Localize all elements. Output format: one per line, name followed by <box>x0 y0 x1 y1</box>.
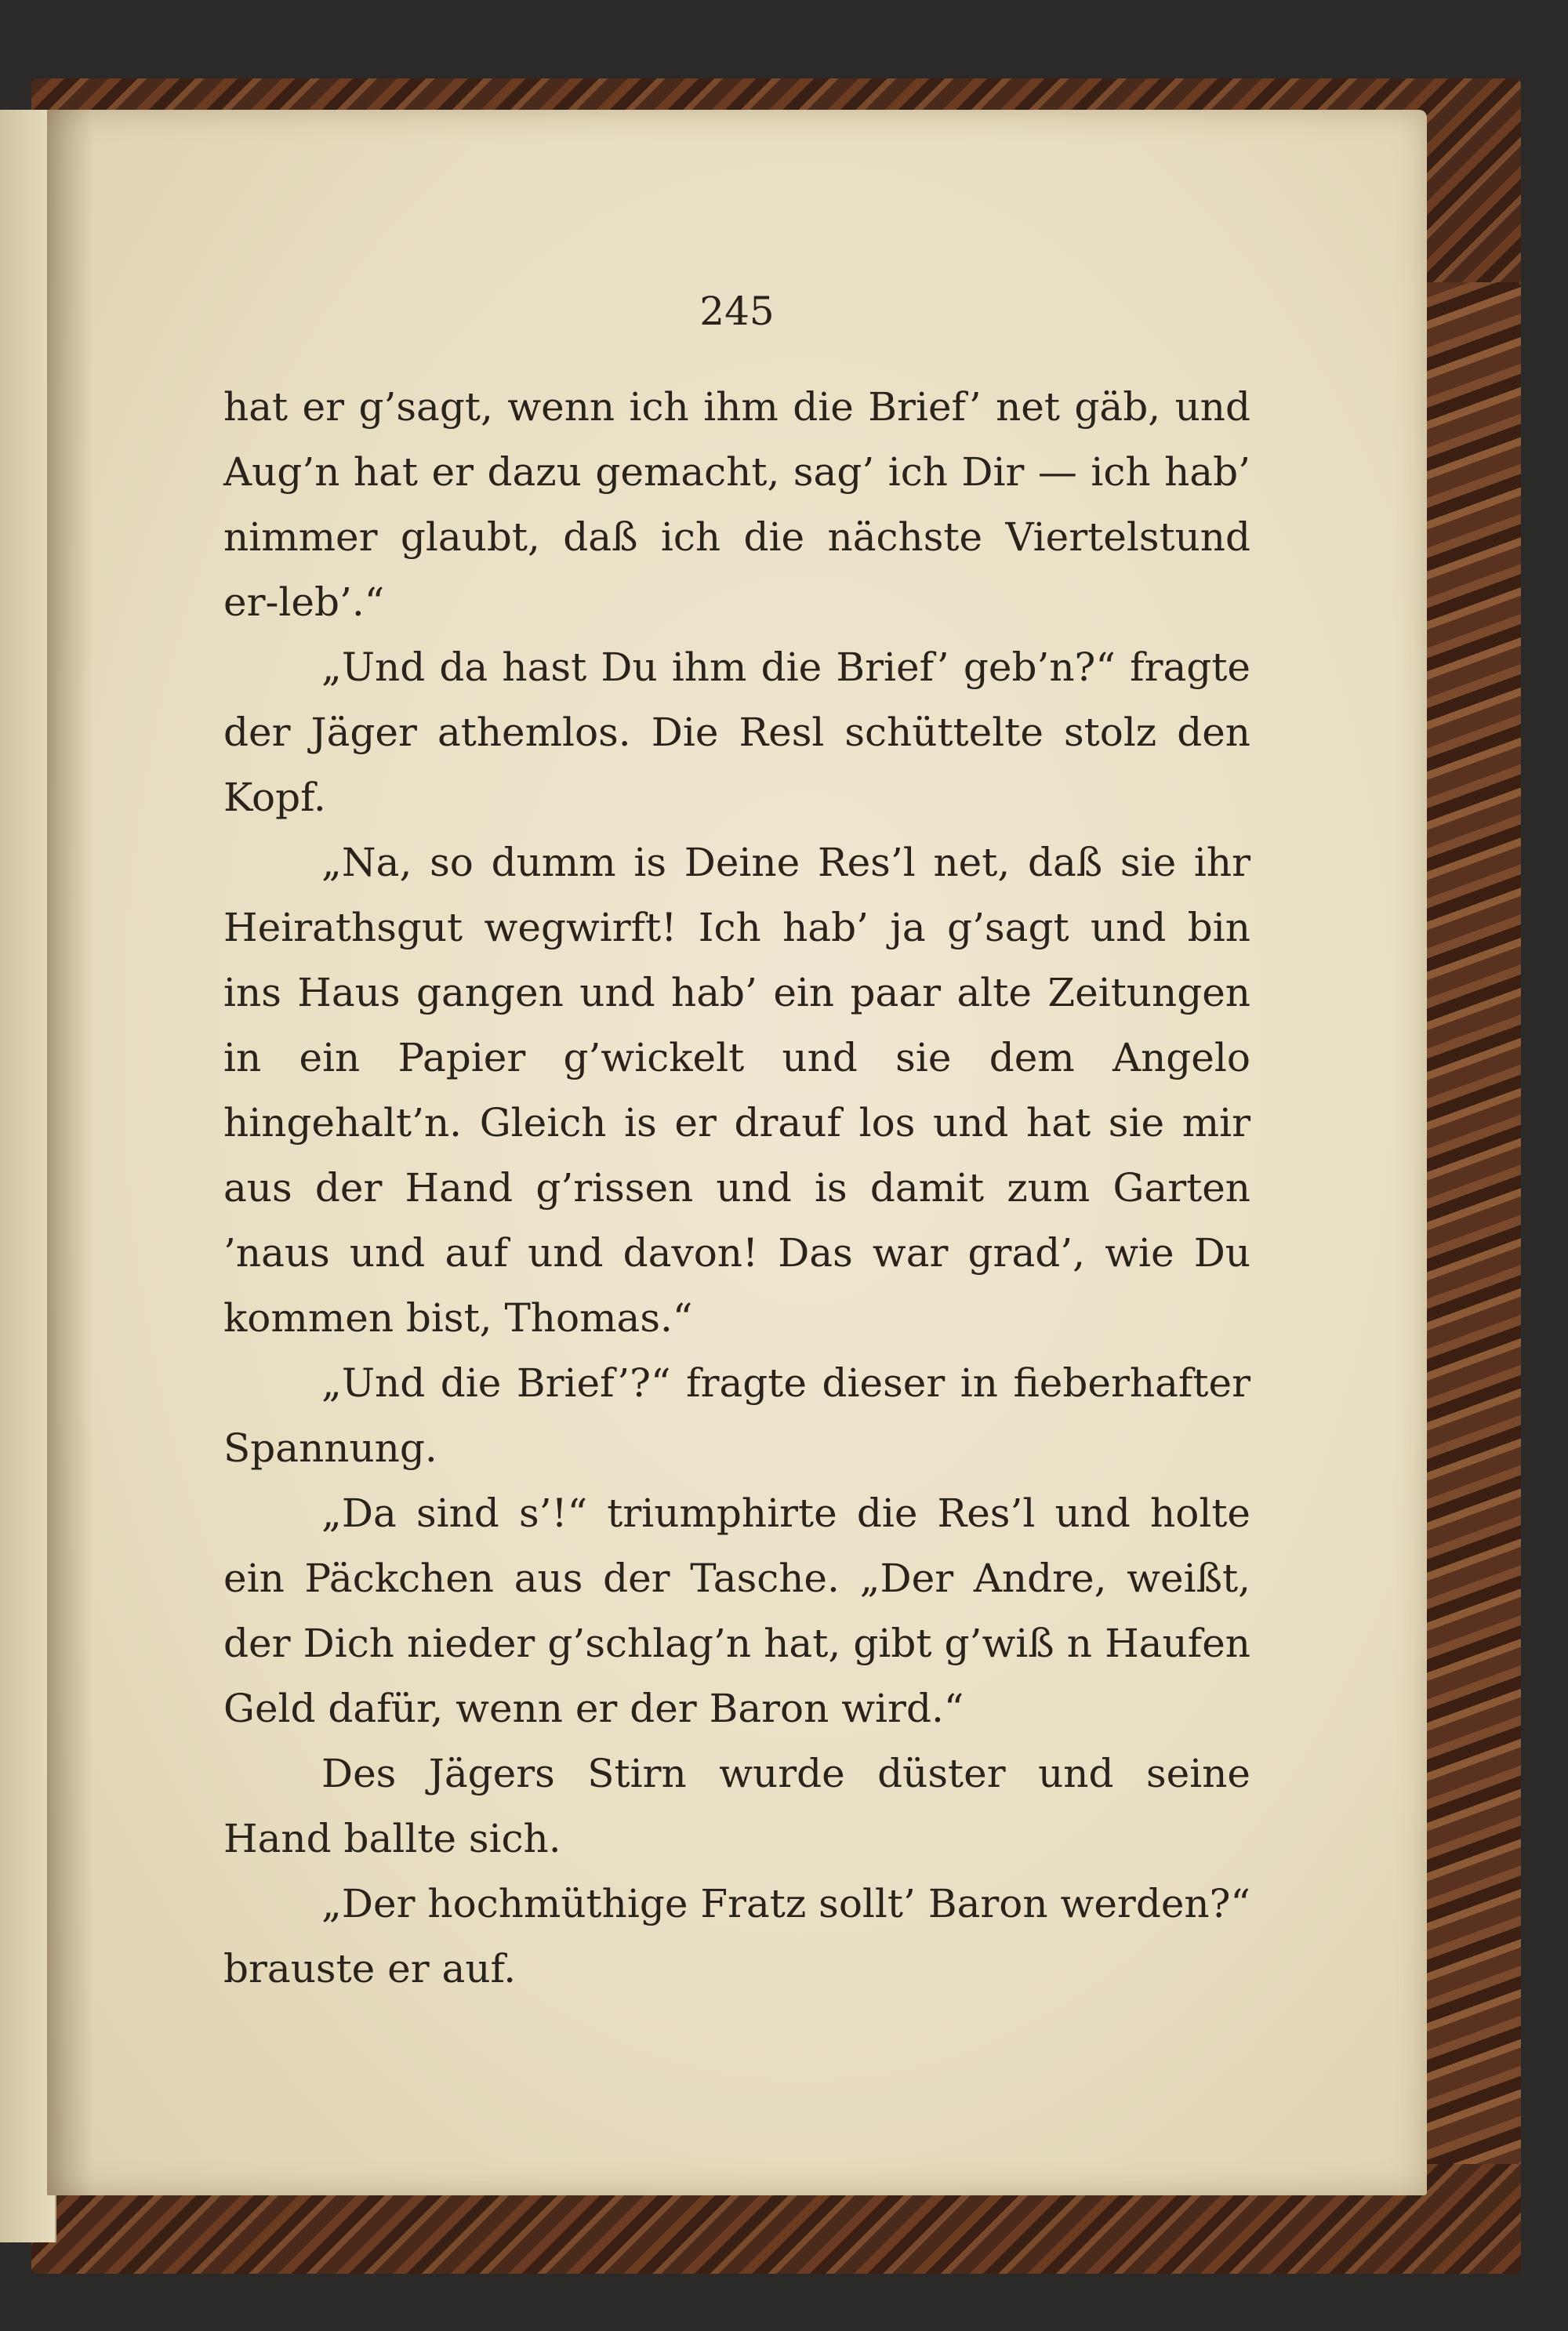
paragraph-4: „Und die Brief’?“ fragte dieser in fieberhafter Spannung. <box>223 1360 1250 1471</box>
page-gutter-shadow <box>47 110 94 2195</box>
paragraph-5: „Da sind s’!“ triumphirte die Res’l und holte ein Päckchen aus der Tasche. „Der Andre, weißt, der Dich nieder g’schlag’n hat, gibt g’wiß n Haufen Geld dafür, wenn er der Baron wird.“ <box>223 1490 1250 1731</box>
paragraph-2: „Und da hast Du ihm die Brief’ geb’n?“ fragte der Jäger athemlos. Die Resl schüttelte stolz den Kopf. <box>223 644 1250 820</box>
paragraph-6: Des Jägers Stirn wurde düster und seine Hand ballte sich. <box>223 1751 1250 1861</box>
page-number: 245 <box>699 289 775 334</box>
paragraph-7: „Der hochmüthige Fratz sollt’ Baron werden?“ brauste er auf. <box>223 1881 1250 1992</box>
paragraph-3: „Na, so dumm is Deine Res’l net, daß sie ihr Heirathsgut wegwirft! Ich hab’ ja g’sagt und bin ins Haus gangen und hab’ ein paar alte Zeitungen in ein Papier g’wickelt und sie dem Angelo hingehalt’n. Gleich is er drauf los und hat sie mir aus der Hand g’rissen und is damit zum Garten ’naus und auf und davon! Das war grad’, wie Du kommen bist, Thomas.“ <box>223 840 1250 1341</box>
page-text <box>223 375 1250 2002</box>
book-binding-edge <box>1419 282 1521 2164</box>
paragraph-1: hat er g’sagt, wenn ich ihm die Brief’ net gäb, und Aug’n hat er dazu gemacht, sag’ ich Dir — ich hab’ nimmer glaubt, daß ich die nächste Viertelstund er-leb’.“ <box>223 384 1250 625</box>
